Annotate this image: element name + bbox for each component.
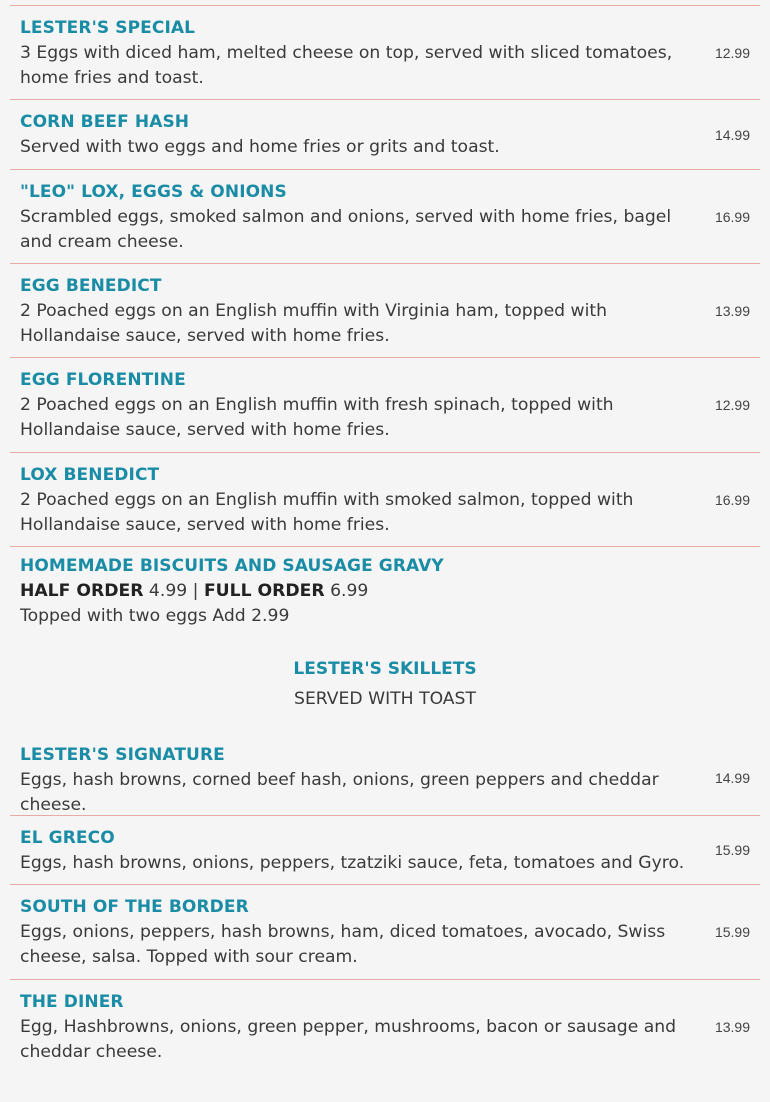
menu-item-name: LESTER'S SIGNATURE	[20, 745, 225, 765]
menu-item-name: SOUTH OF THE BORDER	[20, 897, 249, 917]
order-separator: |	[192, 581, 199, 601]
menu-item-price: 12.99	[714, 397, 750, 413]
menu-item-name: EL GRECO	[20, 827, 115, 848]
menu-item-egg-florentine	[10, 358, 760, 453]
menu-item-corn-beef-hash	[10, 100, 760, 170]
menu-item-description: Served with two eggs and home fries or grits and toast.	[20, 137, 500, 157]
menu-item-price: 15.99	[714, 842, 750, 858]
menu-item-price: 12.99	[714, 44, 750, 61]
menu-item-name: LESTER'S SPECIAL	[20, 17, 196, 38]
section-title: LESTER'S SKILLETS	[293, 659, 477, 679]
menu-item-name: LOX BENEDICT	[20, 464, 160, 485]
menu-item-description: Eggs, hash browns, corned beef hash, onions, green peppers and cheddar cheese.	[20, 770, 659, 815]
order-size-line	[20, 579, 740, 604]
menu-item-name: EGG BENEDICT	[20, 275, 162, 296]
menu-item-name: CORN BEEF HASH	[20, 112, 190, 132]
menu-item-description: Scrambled eggs, smoked salmon and onions, served with home fries, bagel and cream cheese.	[20, 206, 672, 252]
menu-item-description: Egg, Hashbrowns, onions, green pepper, mushrooms, bacon or sausage and cheddar cheese.	[20, 1017, 677, 1062]
section-subtitle: SERVED WITH TOAST	[294, 689, 476, 709]
menu-item-price: 13.99	[714, 302, 750, 319]
menu-item-el-greco	[10, 816, 760, 885]
menu-item-the-diner	[10, 980, 760, 1074]
menu-item-description: 2 Poached eggs on an English muffin with fresh spinach, topped with Hollandaise sauce, served with home fries.	[20, 395, 614, 440]
menu-item-price: 15.99	[714, 924, 750, 940]
menu-item-description: Eggs, onions, peppers, hash browns, ham, diced tomatoes, avocado, Swiss cheese, salsa. Topped with sour cream.	[20, 922, 666, 967]
menu-item-lesters-signature	[10, 736, 760, 816]
menu-item-name: HOMEMADE BISCUITS AND SAUSAGE GRAVY	[20, 556, 444, 576]
menu-item-description: 2 Poached eggs on an English muffin with smoked salmon, topped with Hollandaise sauce, served with home fries.	[20, 489, 634, 535]
menu-item-egg-benedict	[10, 264, 760, 358]
full-order-price: 6.99	[330, 581, 369, 601]
menu-item-price: 13.99	[714, 1019, 750, 1035]
menu-item-leo-lox-eggs-onions	[10, 170, 760, 264]
menu-item-price: 14.99	[714, 770, 750, 786]
menu-item-south-of-the-border	[10, 885, 760, 980]
menu-item-description: 3 Eggs with diced ham, melted cheese on top, served with sliced tomatoes, home fries and toast.	[20, 42, 673, 88]
menu-item-price: 16.99	[714, 491, 750, 508]
half-order-label: HALF ORDER	[20, 581, 144, 601]
menu-item-note: Topped with two eggs Add 2.99	[20, 606, 290, 626]
menu-item-biscuits-and-gravy	[10, 547, 760, 635]
half-order-price: 4.99	[148, 581, 188, 601]
menu-item-lesters-special	[10, 6, 760, 100]
menu-item-description: Eggs, hash browns, onions, peppers, tzatziki sauce, feta, tomatoes and Gyro.	[20, 852, 685, 873]
full-order-label: FULL ORDER	[203, 581, 325, 601]
menu-item-name: "LEO" LOX, EGGS & ONIONS	[20, 181, 287, 202]
menu-item-lox-benedict	[10, 453, 760, 547]
menu-item-name: THE DINER	[20, 992, 124, 1012]
menu-item-description: 2 Poached eggs on an English muffin with Virginia ham, topped with Hollandaise sauce, served with home fries.	[20, 300, 607, 346]
menu-item-price: 14.99	[714, 126, 750, 143]
menu-item-price: 16.99	[714, 208, 750, 225]
menu-item-name: EGG FLORENTINE	[20, 370, 186, 390]
